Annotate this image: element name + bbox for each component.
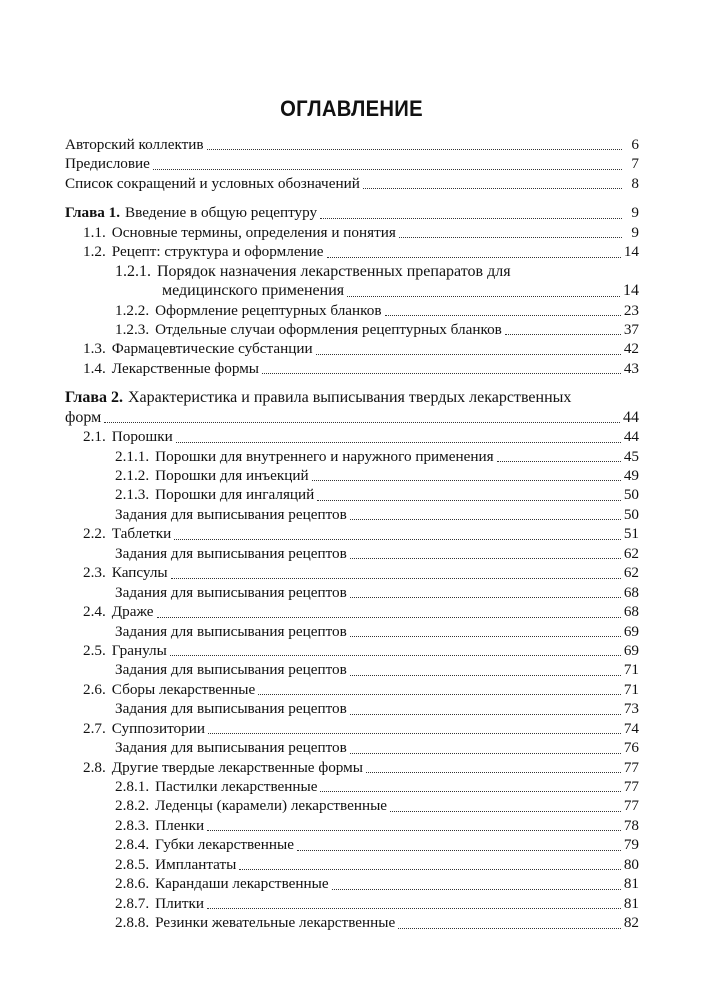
table-of-contents [65, 135, 639, 933]
toc-entry-2-2[interactable] [65, 524, 639, 543]
toc-entry-text: Гранулы [111, 641, 167, 659]
page-title: ОГЛАВЛЕНИЕ [280, 96, 423, 121]
toc-page-number: 71 [623, 680, 639, 698]
dot-leader [347, 295, 620, 297]
toc-entry-text: Суппозитории [111, 719, 205, 737]
toc-entry-text: Таблетки [111, 525, 172, 543]
toc-entry-2-4-tasks[interactable] [65, 622, 639, 641]
section-number: 1.2.2. [115, 301, 150, 319]
dot-leader [317, 499, 620, 501]
section-number: 2.4. [83, 603, 106, 621]
dot-leader [208, 732, 621, 734]
dot-leader [505, 333, 621, 335]
toc-entry-text: Другие твердые лекарственные формы [111, 758, 363, 776]
toc-entry-2-8-5[interactable] [65, 855, 639, 874]
dot-leader [390, 810, 621, 812]
toc-entry-text: Порошки для внутреннего и наружного применения [155, 447, 494, 465]
toc-entry-text: Задания для выписывания рецептов [115, 739, 347, 757]
toc-entry-2-8-4[interactable] [65, 835, 639, 854]
toc-entry-1-2-1[interactable] [65, 262, 639, 301]
dot-leader [262, 372, 621, 374]
toc-page-number: 50 [623, 505, 639, 523]
section-number: 2.8.7. [115, 894, 150, 912]
toc-page-number: 44 [623, 408, 639, 426]
toc-page-number: 77 [623, 797, 639, 815]
toc-page-number: 79 [623, 836, 639, 854]
toc-entry-2-5-tasks[interactable] [65, 660, 639, 679]
toc-page-number: 9 [631, 204, 639, 222]
toc-entry-abbreviations[interactable] [65, 174, 639, 193]
toc-entry-text: Задания для выписывания рецептов [115, 544, 347, 562]
toc-page-number: 14 [623, 282, 639, 300]
dot-leader [176, 441, 621, 443]
toc-entry-2-6-tasks[interactable] [65, 699, 639, 718]
toc-page-number: 69 [623, 641, 639, 659]
toc-page-number: 44 [623, 428, 639, 446]
toc-entry-2-8-6[interactable] [65, 874, 639, 893]
toc-entry-2-8-2[interactable] [65, 796, 639, 815]
toc-entry-text: Задания для выписывания рецептов [115, 661, 347, 679]
toc-chapter-1[interactable] [65, 203, 639, 222]
toc-page-number: 9 [631, 223, 639, 241]
toc-entry-2-5[interactable] [65, 641, 639, 660]
dot-leader [239, 868, 620, 870]
section-number: 2.1.1. [115, 447, 150, 465]
section-number: 1.3. [83, 340, 106, 358]
toc-entry-text: Порошки для ингаляций [155, 486, 315, 504]
toc-entry-text: Рецепт: структура и оформление [111, 243, 324, 261]
toc-page-number: 50 [623, 486, 639, 504]
toc-chapter-2[interactable] [65, 388, 639, 427]
toc-entry-text: Порядок назначения лекарственных препаратов для [157, 262, 511, 280]
toc-entry-2-1[interactable] [65, 427, 639, 446]
toc-entry-text: Отдельные случаи оформления рецептурных бланков [155, 320, 502, 338]
dot-leader [312, 479, 621, 481]
toc-page-number: 78 [623, 816, 639, 834]
toc-entry-2-2-tasks[interactable] [65, 544, 639, 563]
dot-leader [350, 674, 621, 676]
dot-leader [153, 168, 622, 170]
section-number: 2.6. [83, 680, 106, 698]
toc-entry-1-4[interactable] [65, 359, 639, 378]
section-number: 2.8.5. [115, 855, 150, 873]
dot-leader [174, 538, 621, 540]
toc-page-number: 81 [623, 875, 639, 893]
dot-leader [207, 907, 621, 909]
toc-entry-2-8-7[interactable] [65, 894, 639, 913]
toc-entry-2-1-1[interactable] [65, 447, 639, 466]
toc-page-number: 23 [623, 301, 639, 319]
toc-entry-text: Леденцы (карамели) лекарственные [155, 797, 388, 815]
section-number: 2.1.2. [115, 467, 150, 485]
toc-entry-1-3[interactable] [65, 339, 639, 358]
toc-page-number: 68 [623, 583, 639, 601]
section-number: 1.2.3. [115, 320, 150, 338]
dot-leader [366, 771, 621, 773]
toc-page-number: 74 [623, 719, 639, 737]
toc-entry-2-8-1[interactable] [65, 777, 639, 796]
toc-entry-1-2[interactable] [65, 242, 639, 261]
section-number: 1.1. [83, 223, 106, 241]
section-number: 2.8.4. [115, 836, 150, 854]
section-number: 2.1.3. [115, 486, 150, 504]
toc-entry-2-8-3[interactable] [65, 816, 639, 835]
toc-entry-text-continued: форм [65, 408, 102, 426]
dot-leader [170, 654, 621, 656]
section-number: 2.8.8. [115, 914, 150, 932]
section-number: 2.1. [83, 428, 106, 446]
toc-page-number: 7 [631, 155, 639, 173]
toc-entry-text: Список сокращений и условных обозначений [65, 174, 360, 192]
toc-entry-1-2-3[interactable] [65, 320, 639, 339]
section-number: 2.8.3. [115, 816, 150, 834]
toc-page-number: 43 [623, 359, 639, 377]
toc-page-number: 77 [623, 778, 639, 796]
toc-entry-text: Задания для выписывания рецептов [115, 583, 347, 601]
section-number: 2.8.1. [115, 778, 150, 796]
toc-entry-text: Предисловие [65, 155, 150, 173]
toc-entry-text: Порошки [111, 428, 173, 446]
dot-leader [350, 635, 621, 637]
toc-entry-text: Капсулы [111, 564, 168, 582]
toc-page-number: 69 [623, 622, 639, 640]
toc-page-number: 45 [623, 447, 639, 465]
dot-leader [350, 557, 621, 559]
toc-entry-2-8[interactable] [65, 758, 639, 777]
toc-page-number: 42 [623, 340, 639, 358]
toc-entry-text: Основные термины, определения и понятия [111, 223, 396, 241]
toc-entry-2-3[interactable] [65, 563, 639, 582]
toc-entry-1-1[interactable] [65, 223, 639, 242]
toc-entry-text: Авторский коллектив [65, 135, 204, 153]
dot-leader [332, 888, 621, 890]
toc-page-number: 8 [631, 174, 639, 192]
toc-entry-preface[interactable] [65, 154, 639, 173]
toc-entry-2-4[interactable] [65, 602, 639, 621]
toc-page-number: 76 [623, 739, 639, 757]
section-number: 2.3. [83, 564, 106, 582]
toc-entry-text: Задания для выписывания рецептов [115, 622, 347, 640]
toc-entry-text: Пастилки лекарственные [155, 778, 318, 796]
toc-entry-text: Фармацевтические субстанции [111, 340, 313, 358]
dot-leader [207, 829, 621, 831]
toc-entry-text-continued: медицинского применения [162, 282, 345, 300]
toc-page-number: 14 [623, 243, 639, 261]
dot-leader [258, 693, 621, 695]
toc-entry-text: Плитки [155, 894, 204, 912]
toc-entry-text: Задания для выписывания рецептов [115, 700, 347, 718]
toc-page-number: 37 [623, 320, 639, 338]
toc-entry-2-8-8[interactable] [65, 913, 639, 932]
dot-leader [497, 460, 621, 462]
dot-leader [104, 421, 620, 423]
toc-entry-text: Сборы лекарственные [111, 680, 256, 698]
toc-entry-1-2-2[interactable] [65, 301, 639, 320]
toc-entry-2-1-2[interactable] [65, 466, 639, 485]
toc-page-number: 68 [623, 603, 639, 621]
dot-leader [157, 616, 621, 618]
section-number: 1.4. [83, 359, 106, 377]
dot-leader [207, 148, 622, 150]
dot-leader [363, 187, 622, 189]
section-number: 1.2. [83, 243, 106, 261]
toc-entry-2-7-tasks[interactable] [65, 738, 639, 757]
section-number: 2.5. [83, 641, 106, 659]
toc-page-number: 62 [623, 564, 639, 582]
toc-page-number: 73 [623, 700, 639, 718]
dot-leader [320, 790, 620, 792]
toc-page-number: 71 [623, 661, 639, 679]
toc-entry-2-6[interactable] [65, 680, 639, 699]
dot-leader [350, 713, 621, 715]
dot-leader [316, 353, 621, 355]
toc-entry-2-1-tasks[interactable] [65, 505, 639, 524]
dot-leader [350, 596, 621, 598]
toc-entry-text: Пленки [155, 816, 205, 834]
toc-entry-text: Введение в общую рецептуру [125, 204, 318, 222]
toc-entry-text: Драже [111, 603, 154, 621]
toc-page-number: 62 [623, 544, 639, 562]
dot-leader [398, 927, 621, 929]
chapter-label: Глава 2. [65, 389, 123, 407]
toc-page-number: 6 [631, 135, 639, 153]
dot-leader [385, 314, 621, 316]
toc-entry-text: Лекарственные формы [111, 359, 260, 377]
dot-leader [171, 577, 621, 579]
toc-entry-text: Задания для выписывания рецептов [115, 505, 347, 523]
chapter-label: Глава 1. [65, 204, 121, 222]
section-number: 2.7. [83, 719, 106, 737]
toc-entry-2-3-tasks[interactable] [65, 583, 639, 602]
toc-entry-text: Губки лекарственные [155, 836, 295, 854]
dot-leader [350, 518, 621, 520]
toc-entry-text: Резинки жевательные лекарственные [155, 914, 396, 932]
toc-entry-2-1-3[interactable] [65, 485, 639, 504]
section-number: 2.8. [83, 758, 106, 776]
dot-leader [297, 849, 621, 851]
toc-entry-authors[interactable] [65, 135, 639, 154]
dot-leader [320, 217, 622, 219]
toc-entry-2-7[interactable] [65, 719, 639, 738]
toc-entry-text: Имплантаты [155, 855, 237, 873]
toc-page-number: 77 [623, 758, 639, 776]
toc-page-number: 51 [623, 525, 639, 543]
toc-entry-text: Порошки для инъекций [155, 467, 309, 485]
section-number: 2.8.2. [115, 797, 150, 815]
dot-leader [327, 256, 621, 258]
toc-page-number: 81 [623, 894, 639, 912]
section-number: 1.2.1. [115, 262, 151, 280]
toc-page-number: 82 [623, 914, 639, 932]
toc-page-number: 49 [623, 467, 639, 485]
section-number: 2.8.6. [115, 875, 150, 893]
dot-leader [350, 752, 621, 754]
toc-page-number: 80 [623, 855, 639, 873]
toc-entry-text: Карандаши лекарственные [155, 875, 329, 893]
section-number: 2.2. [83, 525, 106, 543]
toc-entry-text: Оформление рецептурных бланков [155, 301, 382, 319]
dot-leader [399, 236, 622, 238]
toc-entry-text: Характеристика и правила выписывания твердых лекарственных [128, 389, 572, 407]
